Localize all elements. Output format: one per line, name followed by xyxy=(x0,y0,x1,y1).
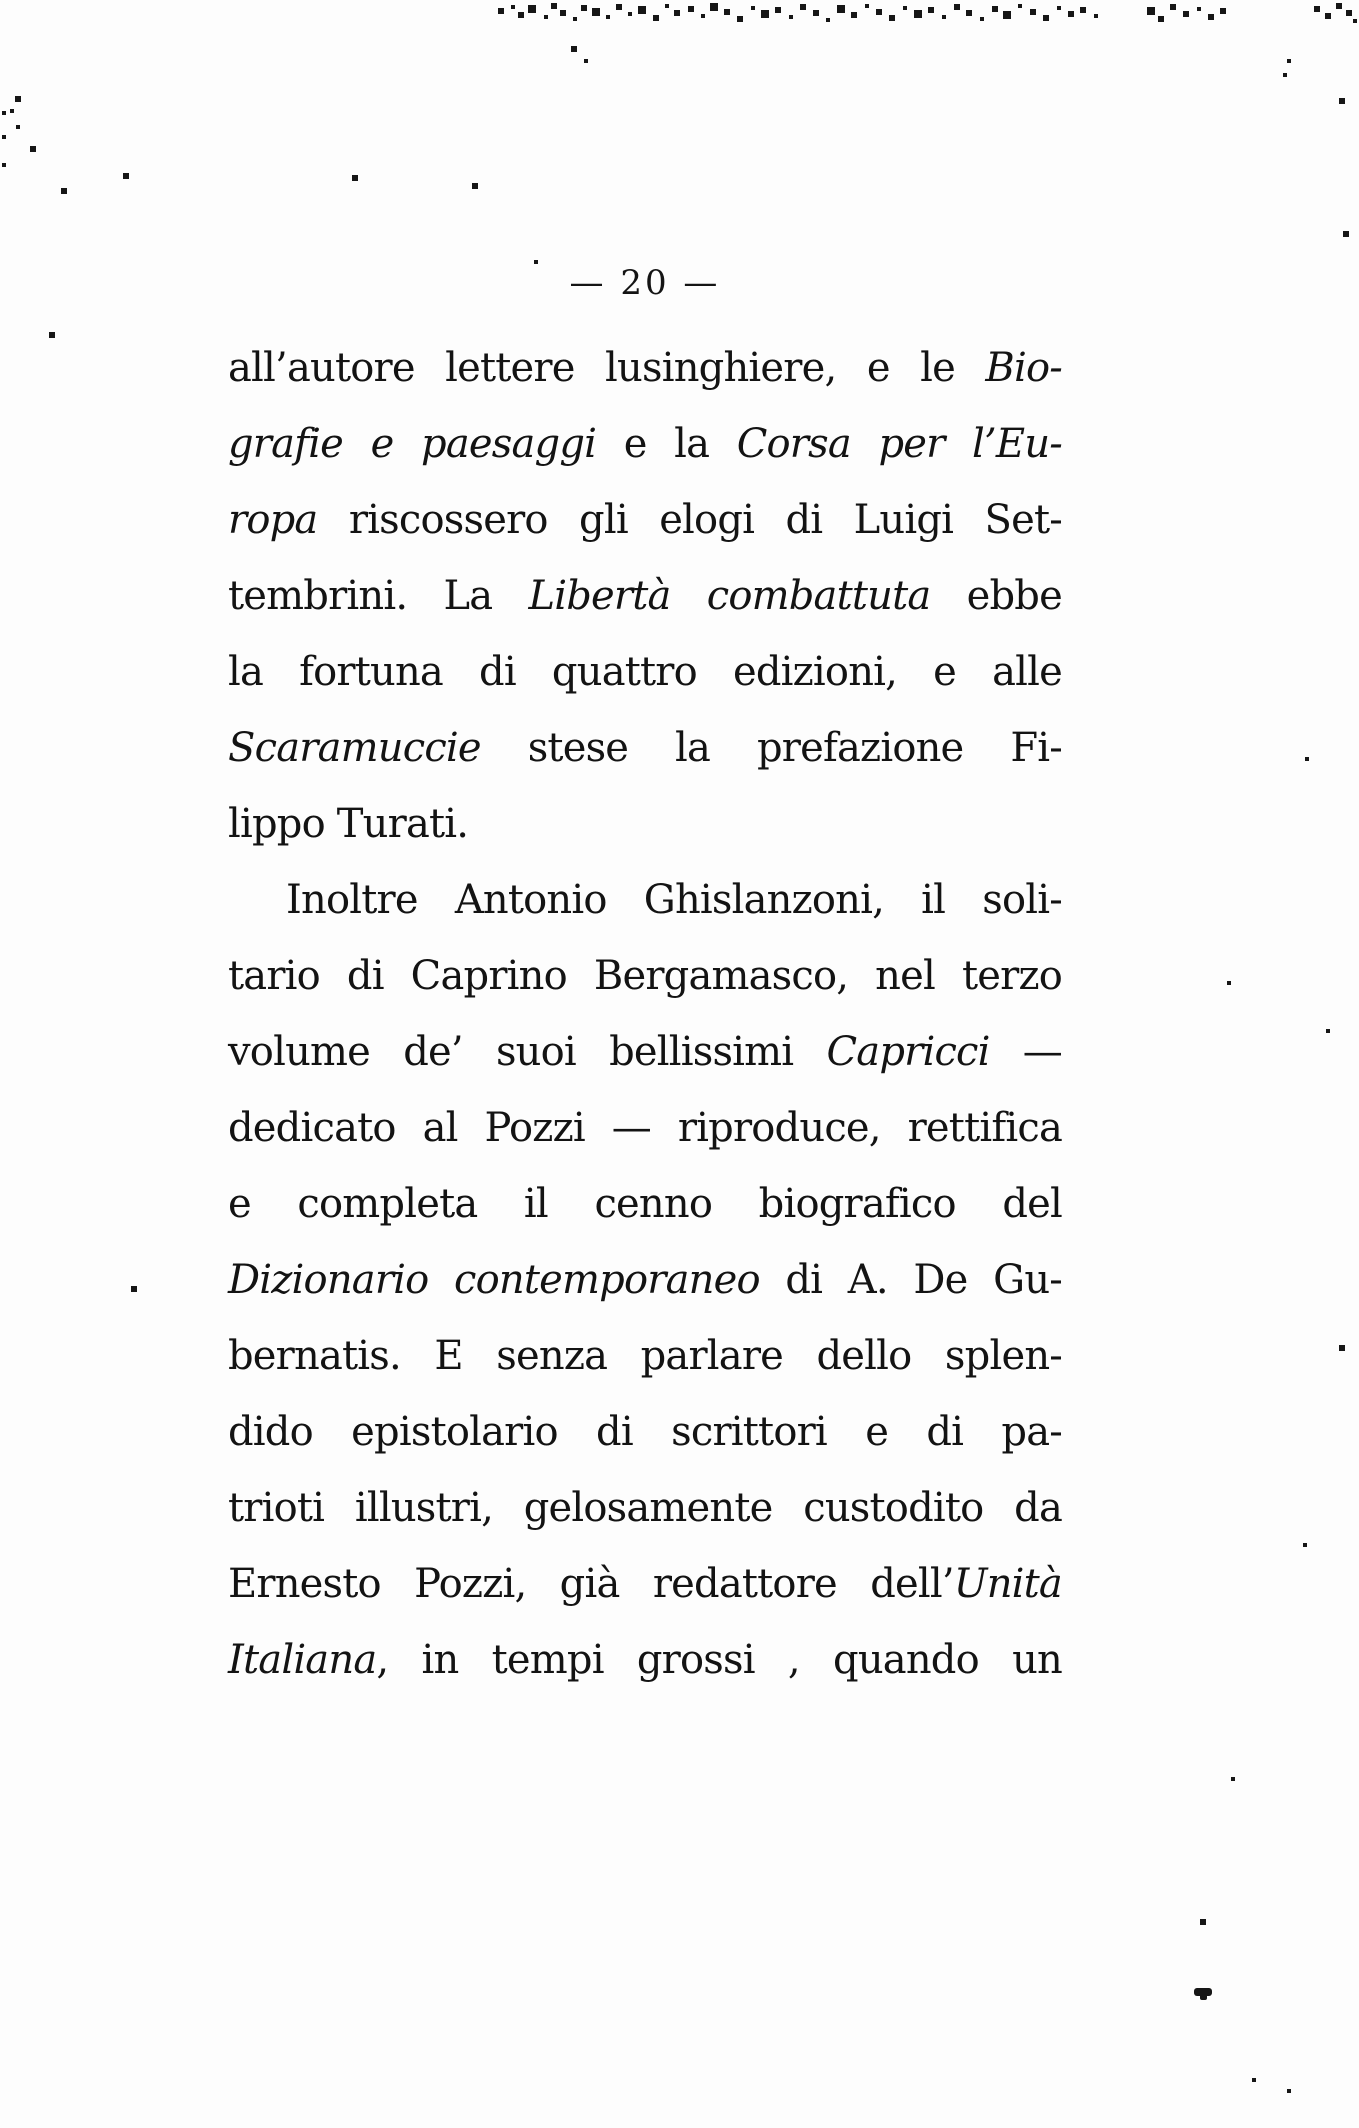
text-line xyxy=(228,1318,1062,1394)
text-line xyxy=(228,634,1062,710)
text-line xyxy=(228,406,1062,482)
text-line xyxy=(228,1166,1062,1242)
text-segment: dedicato al Pozzi — riproduce, rettifica xyxy=(228,1105,1062,1151)
text-segment: , in tempi grossi , quando un xyxy=(376,1637,1062,1683)
text-segment: e la xyxy=(596,421,737,467)
text-segment: Bio- xyxy=(985,345,1062,391)
text-segment: stese la prefazione Fi- xyxy=(480,725,1062,771)
text-segment: riscossero gli elogi di Luigi Set- xyxy=(317,497,1062,543)
text-segment: tario di Caprino Bergamasco, nel terzo xyxy=(228,953,1062,999)
text-line xyxy=(228,1622,1062,1698)
text-segment: tembrini. La xyxy=(228,573,529,619)
text-segment: ebbe xyxy=(930,573,1062,619)
text-segment: dido epistolario di scrittori e di pa- xyxy=(228,1409,1062,1455)
noise-speck xyxy=(1194,1988,1212,1996)
text-segment: lippo Turati. xyxy=(228,801,469,847)
text-segment: volume de’ suoi bellissimi xyxy=(228,1029,827,1075)
text-segment: bernatis. E senza parlare dello splen- xyxy=(228,1333,1062,1379)
text-line xyxy=(228,1090,1062,1166)
text-segment: Dizionario contemporaneo xyxy=(228,1257,760,1303)
body-text xyxy=(228,330,1062,1698)
text-line xyxy=(228,1470,1062,1546)
text-segment: la fortuna di quattro edizioni, e alle xyxy=(228,649,1062,695)
text-line xyxy=(228,1546,1062,1622)
text-segment: Libertà combattuta xyxy=(528,573,931,619)
text-segment: e completa il cenno biografico del xyxy=(228,1181,1062,1227)
text-segment: Corsa per l’Eu- xyxy=(736,421,1062,467)
text-segment: ropa xyxy=(228,497,318,543)
text-line xyxy=(228,1242,1062,1318)
text-line xyxy=(228,862,1062,938)
text-line xyxy=(228,786,1062,862)
text-segment: trioti illustri, gelosamente custodito da xyxy=(228,1485,1062,1531)
text-segment: grafie e paesaggi xyxy=(228,421,597,467)
text-segment: di A. De Gu- xyxy=(759,1257,1062,1303)
text-segment: Italiana xyxy=(228,1637,377,1683)
text-line xyxy=(228,1014,1062,1090)
text-segment: Inoltre Antonio Ghislanzoni, il soli- xyxy=(286,877,1062,923)
text-line xyxy=(228,482,1062,558)
text-segment: all’autore lettere lusinghiere, e le xyxy=(228,345,986,391)
text-segment: — xyxy=(989,1029,1062,1075)
text-line xyxy=(228,558,1062,634)
text-segment: Unità xyxy=(953,1561,1062,1607)
text-line xyxy=(228,710,1062,786)
text-line xyxy=(228,1394,1062,1470)
text-line xyxy=(228,330,1062,406)
text-segment: Ernesto Pozzi, già redattore dell’ xyxy=(228,1561,954,1607)
text-segment: Capricci xyxy=(826,1029,990,1075)
page-number: — 20 — xyxy=(569,263,721,303)
noise-speck xyxy=(0,0,2,2)
text-line xyxy=(228,938,1062,1014)
text-segment: Scaramuccie xyxy=(228,725,481,771)
